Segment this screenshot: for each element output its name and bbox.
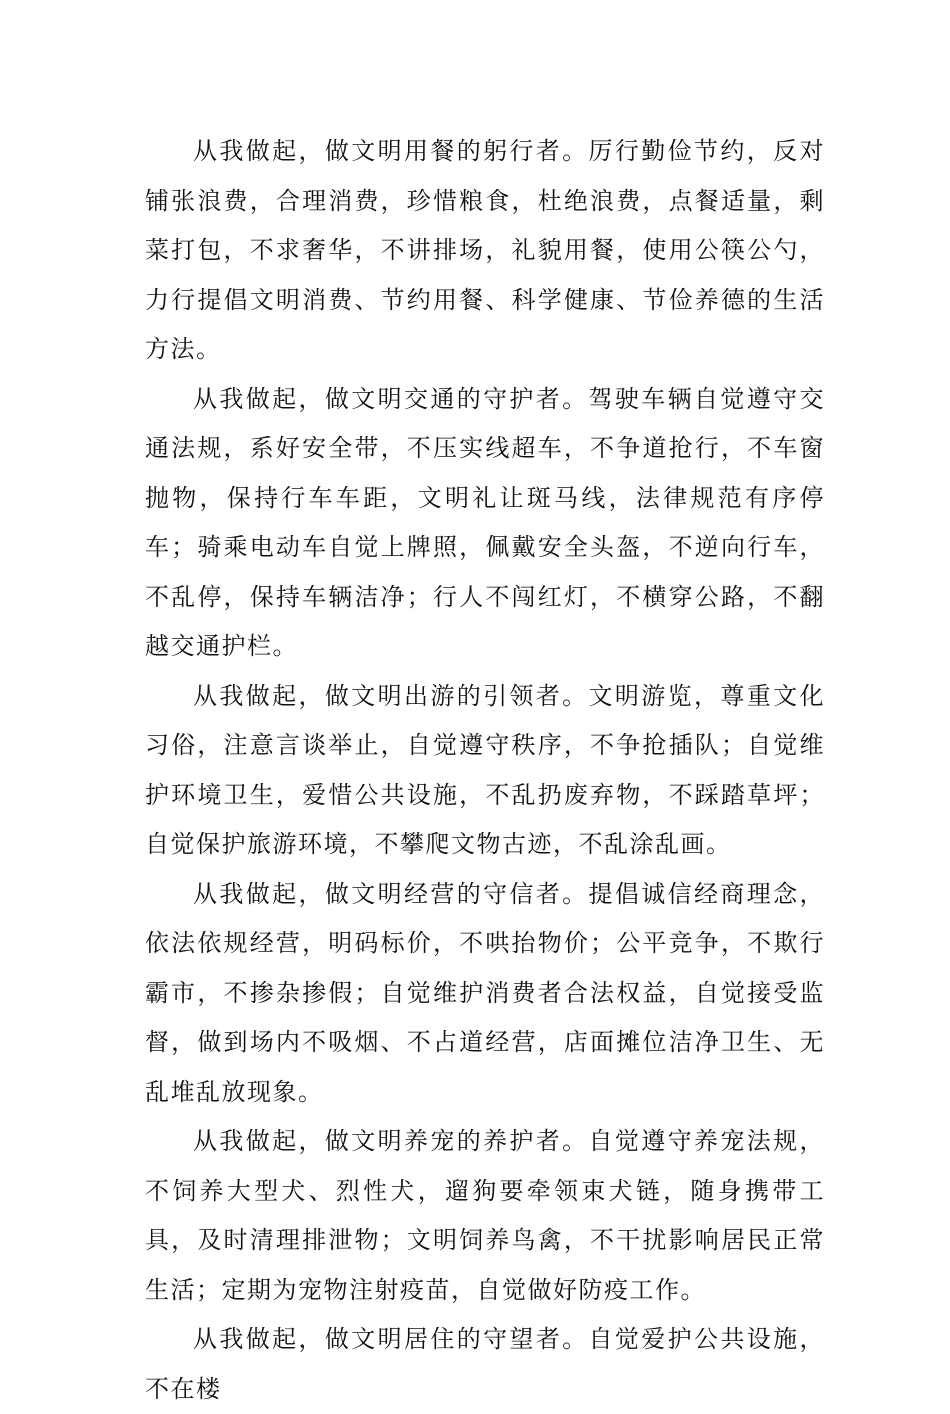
paragraph-travel: 从我做起，做文明出游的引领者。文明游览，尊重文化习俗，注意言谈举止，自觉遵守秩序，不争抢插队；自觉维护环境卫生，爱惜公共设施，不乱扔废弃物，不踩踏草坪；自觉保护旅游环境，不攀爬文物古迹，不乱涂乱画。	[145, 681, 825, 858]
document-body	[145, 127, 825, 1414]
paragraph-traffic: 从我做起，做文明交通的守护者。驾驶车辆自觉遵守交通法规，系好安全带，不压实线超车，不争道抢行，不车窗抛物，保持行车车距，文明礼让斑马线，法律规范有序停车；骑乘电动车自觉上牌照，佩戴安全头盔，不逆向行车，不乱停，保持车辆洁净；行人不闯红灯，不横穿公路，不翻越交通护栏。	[145, 384, 825, 660]
paragraph-dining: 从我做起，做文明用餐的躬行者。厉行勤俭节约，反对铺张浪费，合理消费，珍惜粮食，杜绝浪费，点餐适量，剩菜打包，不求奢华，不讲排场，礼貌用餐，使用公筷公勺，力行提倡文明消费、节约用餐、科学健康、节俭养德的生活方法。	[145, 137, 825, 363]
paragraph-business: 从我做起，做文明经营的守信者。提倡诚信经商理念，依法依规经营，明码标价，不哄抬物价；公平竞争，不欺行霸市，不掺杂掺假；自觉维护消费者合法权益，自觉接受监督，做到场内不吸烟、不占道经营，店面摊位洁净卫生、无乱堆乱放现象。	[145, 879, 825, 1106]
paragraph-residence: 从我做起，做文明居住的守望者。自觉爱护公共设施，不在楼	[145, 1325, 825, 1403]
paragraph-pets: 从我做起，做文明养宠的养护者。自觉遵守养宠法规，不饲养大型犬、烈性犬，遛狗要牵领束犬链，随身携带工具，及时清理排泄物；文明饲养鸟禽，不干扰影响居民正常生活；定期为宠物注射疫苗，自觉做好防疫工作。	[145, 1127, 825, 1304]
